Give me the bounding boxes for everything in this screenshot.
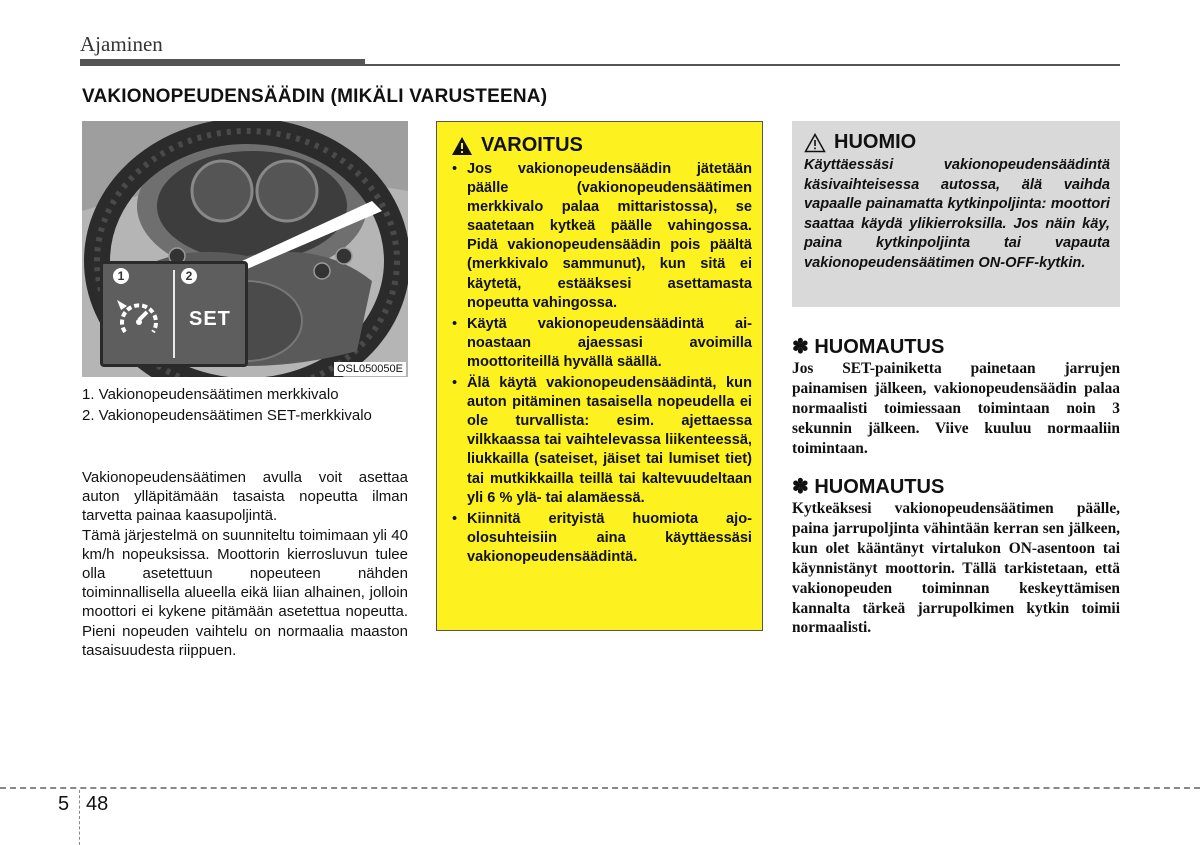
note-text: Jos SET-painiketta painetaan jarrujen painamisen jälkeen, vakionopeudensäädin palaa normaalisti toimiessaan toimintaan noin 3 sekunnin jälkeen. Viive kuuluu normaaliin toimintaan. (792, 360, 1120, 457)
header-rule (365, 64, 1120, 66)
warning-triangle-icon (451, 136, 473, 156)
section-title: Ajaminen (80, 32, 163, 56)
badge-1: 1 (113, 268, 129, 284)
warning-box (436, 121, 763, 631)
inset-divider (173, 270, 175, 358)
warning-heading (451, 134, 752, 157)
figure-caption-list (82, 385, 408, 427)
cruise-indicator-icon (111, 292, 167, 348)
steering-wheel-figure (82, 121, 408, 377)
badge-2: 2 (181, 268, 197, 284)
note-heading: ✽ HUOMAUTUS (792, 476, 945, 498)
page-divider (79, 790, 80, 845)
warning-title: VAROITUS (481, 134, 583, 156)
button-callout-inset (100, 261, 248, 367)
body-text (82, 468, 408, 660)
chapter-number: 5 (58, 793, 70, 815)
caution-title: HUOMIO (834, 131, 917, 153)
warning-item: • Kiinnitä erityistä huomiota ajoolosuhteisiin aina käyttäessäsi vakionopeudensäädintä. (451, 510, 752, 567)
header-bar (80, 59, 365, 66)
caution-text: Käyttäessäsi vakionopeudensäädintä käsivaihteisessa autossa, älä vaihda vapaalle painamatta kytkinpoljinta: moottori saattaa käydä ylikierroksilla. Jos näin käy, paina kytkinpoljinta tai vapauta vakionopeudensäätimen ON-OFF-kytkin. (804, 157, 1110, 271)
warning-item: • Jos vakionopeudensäädin jätetään päälle (vakionopeudensäätimen merkkivalo palaa mittaristossa), se saatetaan kytkeä päälle vahingossa. Pidä vakionopeudensäädin pois päältä (merkkivalo sammunut), kun sitä ei käytetä, estääksesi asettamasta nopeutta vahingossa. (451, 160, 752, 313)
warning-item: • Älä käytä vakionopeudensäädintä, kun auton pitäminen tasaisella nopeudella ei ole turvallista: esim. ajettaessa vilkkaassa tai vaihtelevassa liikenteessä, liukkailla (sateiset, jäiset tai lumiset tiet) tai mutkikkailla teillä tai kaltevuudeltaan yli 6 % ylä- tai alamäessä. (451, 374, 752, 508)
body-paragraph: Tämä järjestelmä on suunniteltu toimimaan yli 40 km/h nopeuksissa. Moottorin kierrosluvun tulee olla asetettuun nopeuteen nähden toiminnallisella alueella eikä liian alhainen, jolloin moottori ei kykene pitämään asetettua nopeutta. Pieni nopeuden vaihtelu on normaalia maaston tasaisuudesta riippuen. (82, 526, 408, 659)
caution-box (792, 121, 1120, 307)
set-button-label: SET (189, 308, 231, 330)
warning-item: • Käytä vakionopeudensäädintä ainoastaan ajaessasi avoimilla moottoriteillä hyvällä säällä. (451, 315, 752, 372)
main-heading: VAKIONOPEUDENSÄÄDIN (MIKÄLI VARUSTEENA) (82, 86, 548, 107)
page-number: 48 (86, 793, 109, 815)
warning-list (451, 160, 752, 567)
caption-item: 2. Vakionopeudensäätimen SET-merkkivalo (82, 407, 372, 424)
footer-rule (0, 787, 1200, 789)
caution-heading (804, 131, 1110, 154)
note-heading: ✽ HUOMAUTUS (792, 336, 945, 358)
figure-code: OSL050050E (334, 362, 406, 376)
body-paragraph: Vakionopeudensäätimen avulla voit asettaa auton ylläpitämään tasaista nopeutta ilman tarvetta painaa kaasupoljintä. (82, 469, 408, 525)
caution-triangle-icon (804, 133, 826, 153)
caption-item: 1. Vakionopeudensäätimen merkkivalo (82, 386, 339, 403)
note-text: Kytkeäksesi vakionopeudensäätimen päälle, paina jarrupoljinta vähintään kerran sen jälkeen, kun olet kääntänyt virtalukon ON-asentoon tai käynnistänyt moottorin. Tällä tarkistetaan, että vakionopeuden toiminnan keskeyttämisen kannalta tärkeä jarrupolkimen kytkin toimii normaalisti. (792, 500, 1120, 637)
